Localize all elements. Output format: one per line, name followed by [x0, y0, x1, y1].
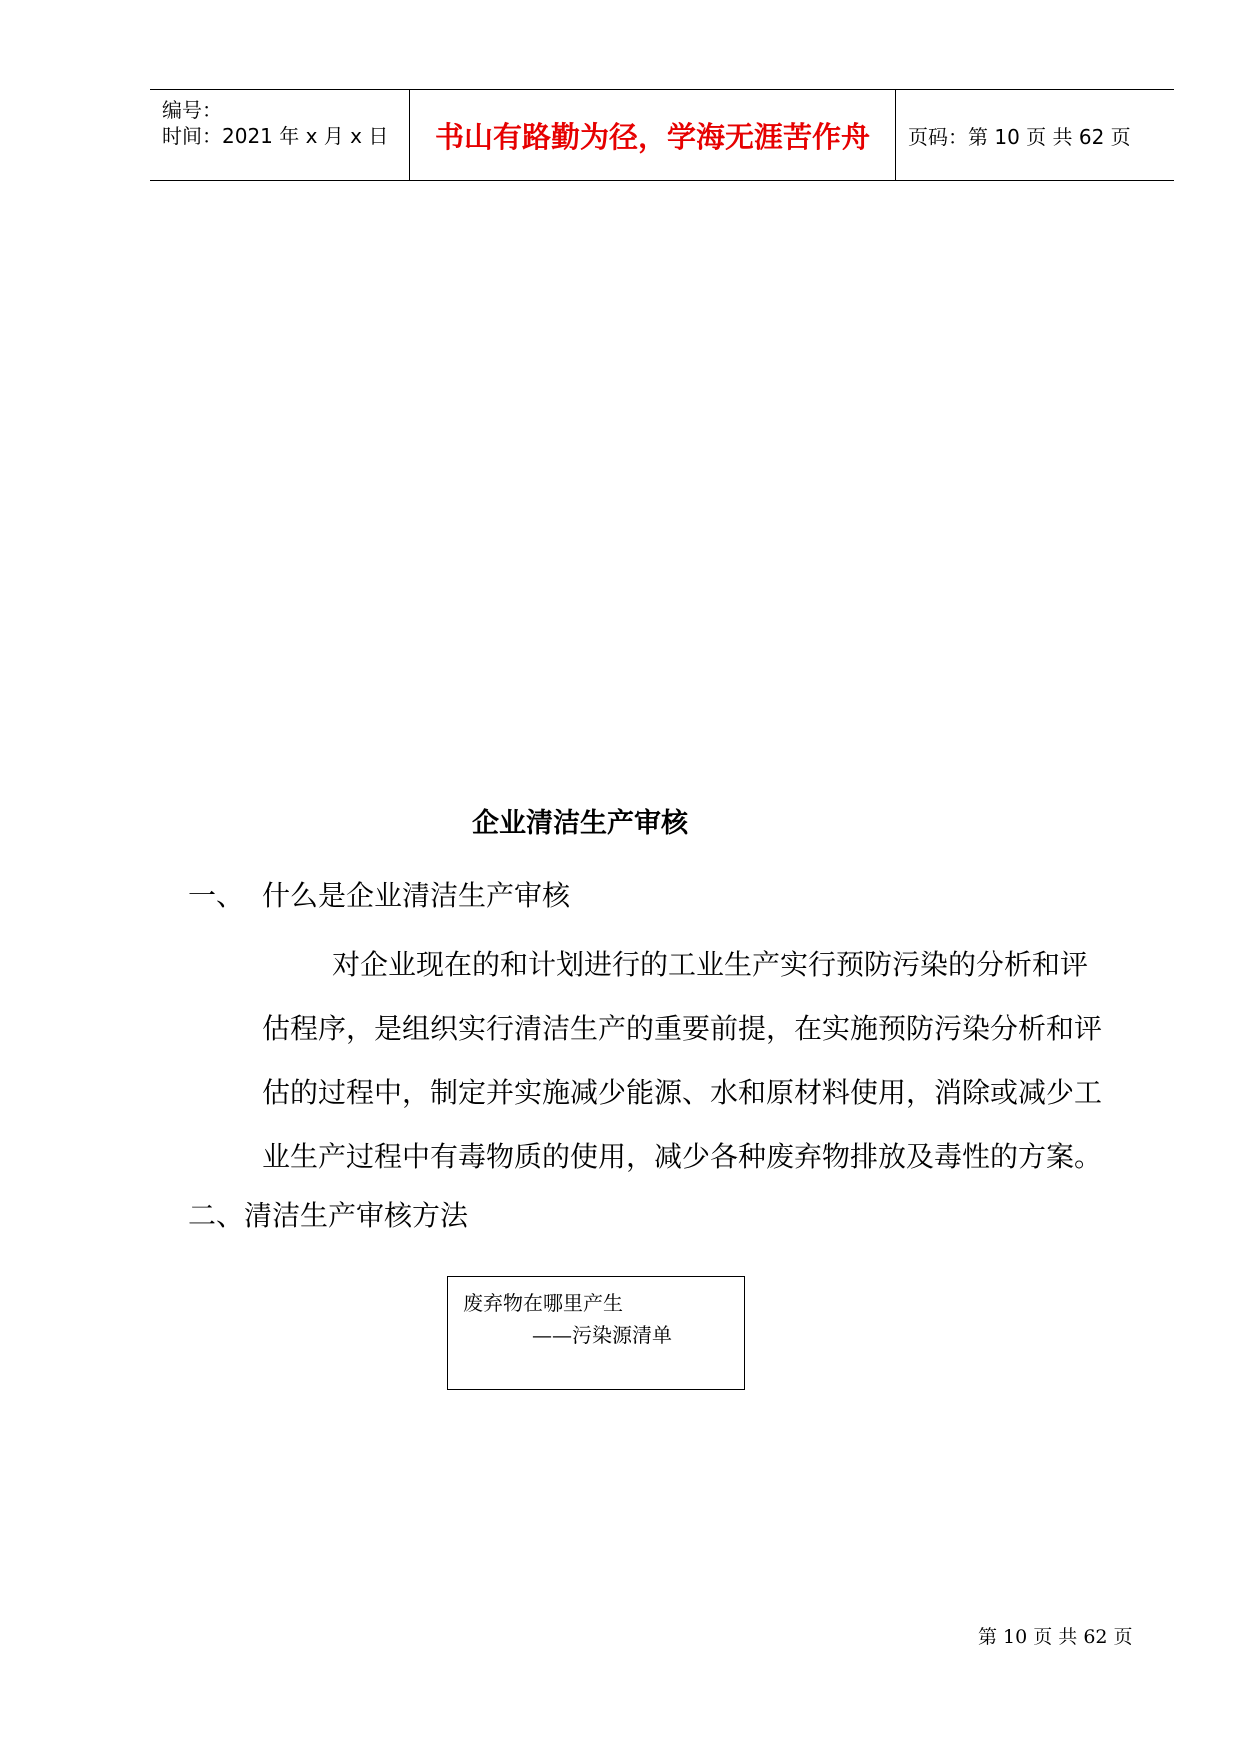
page-footer: 第 10 页 共 62 页 — [978, 1626, 1133, 1648]
section-2-heading: 二、清洁生产审核方法 — [188, 1199, 469, 1232]
box-line-1: 废弃物在哪里产生 — [463, 1291, 623, 1315]
header-meta-cell — [150, 90, 410, 180]
header-page-cell — [896, 90, 1174, 180]
header-motto: 书山有路勤为径，学海无涯苦作舟 — [434, 119, 870, 154]
section-1-heading: 什么是企业清洁生产审核 — [262, 879, 571, 912]
paragraph-line: 业生产过程中有毒物质的使用，减少各种废弃物排放及毒性的方案。 — [262, 1140, 1103, 1173]
header-motto-cell — [410, 90, 896, 180]
header-page-info: 页码：第 10 页 共 62 页 — [908, 124, 1131, 149]
section-1-number: 一、 — [188, 879, 245, 912]
document-title: 企业清洁生产审核 — [472, 808, 688, 839]
paragraph-line: 估程序，是组织实行清洁生产的重要前提，在实施预防污染分析和评 — [262, 1012, 1103, 1045]
document-time-label: 时间：2021 年 x 月 x 日 — [162, 124, 389, 148]
waste-source-box — [447, 1276, 745, 1390]
section-1-paragraph — [262, 933, 1142, 1189]
paragraph-line: 估的过程中，制定并实施减少能源、水和原材料使用，消除或减少工 — [262, 1076, 1103, 1109]
document-number-label: 编号： — [162, 98, 222, 122]
box-line-2: ——污染源清单 — [532, 1323, 672, 1347]
paragraph-line: 对企业现在的和计划进行的工业生产实行预防污染的分析和评 — [332, 948, 1089, 981]
page-header — [150, 89, 1174, 181]
